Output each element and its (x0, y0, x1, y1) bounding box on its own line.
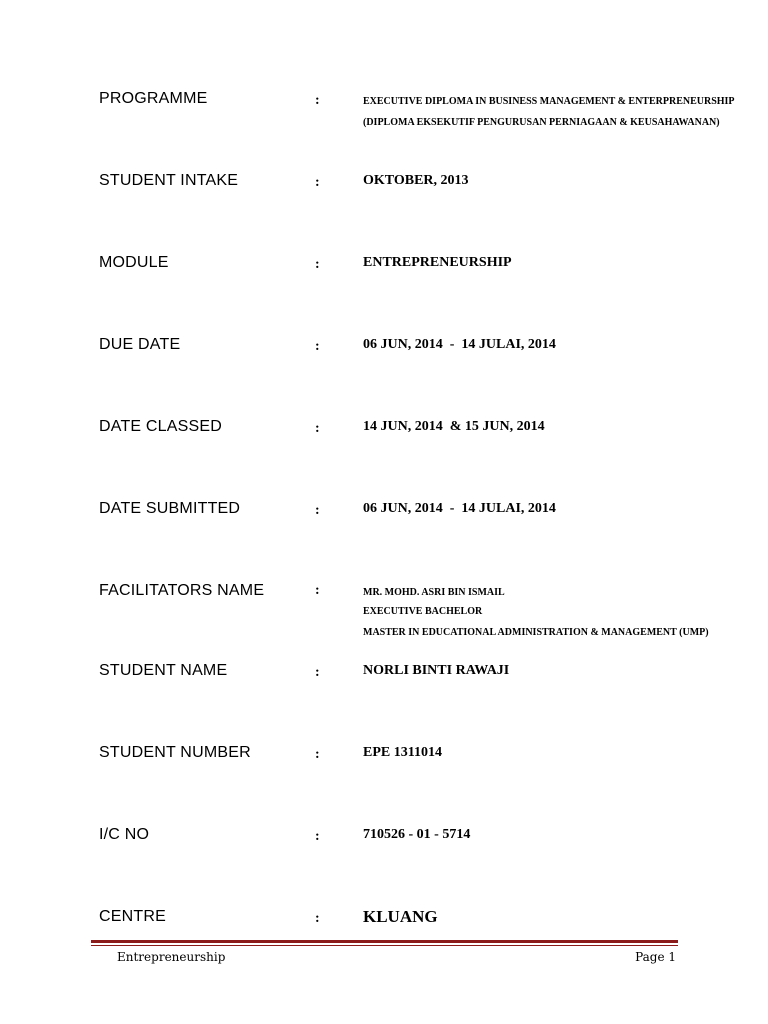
field-value-line: MASTER IN EDUCATIONAL ADMINISTRATION & MANAGEMENT (UMP) (363, 627, 709, 638)
field-colon: : (315, 911, 320, 926)
footer-rule-thick (91, 940, 678, 943)
field-value-line: EXECUTIVE DIPLOMA IN BUSINESS MANAGEMENT & ENTERPRENEURSHIP (363, 96, 735, 107)
field-label: CENTRE (99, 908, 166, 925)
field-label: MODULE (99, 254, 169, 271)
field-label: DUE DATE (99, 336, 181, 353)
field-label: I/C NO (99, 826, 150, 843)
field-label: FACILITATORS NAME (99, 582, 265, 599)
field-value: NORLI BINTI RAWAJI (363, 663, 510, 678)
field-value: 14 JUN, 2014 & 15 JUN, 2014 (363, 419, 545, 434)
field-label: STUDENT NAME (99, 662, 228, 679)
field-colon: : (315, 829, 320, 844)
field-value: 710526 - 01 - 5714 (363, 827, 471, 842)
field-colon: : (315, 93, 320, 108)
field-colon: : (315, 583, 320, 598)
field-colon: : (315, 503, 320, 518)
field-value: 06 JUN, 2014 - 14 JULAI, 2014 (363, 337, 556, 352)
field-label: DATE SUBMITTED (99, 500, 241, 517)
field-colon: : (315, 747, 320, 762)
footer-rule-thin (91, 945, 678, 946)
field-label: PROGRAMME (99, 90, 208, 107)
field-value-line: MR. MOHD. ASRI BIN ISMAIL (363, 587, 505, 598)
field-value: 06 JUN, 2014 - 14 JULAI, 2014 (363, 501, 556, 516)
field-colon: : (315, 175, 320, 190)
field-value: ENTREPRENEURSHIP (363, 255, 512, 270)
field-colon: : (315, 665, 320, 680)
footer-page-number: Page 1 (635, 950, 676, 964)
field-value-line: (DIPLOMA EKSEKUTIF PENGURUSAN PERNIAGAAN & KEUSAHAWANAN) (363, 117, 720, 128)
field-value-line: EXECUTIVE BACHELOR (363, 606, 483, 617)
field-value: OKTOBER, 2013 (363, 173, 469, 188)
field-value: KLUANG (363, 907, 438, 926)
field-colon: : (315, 421, 320, 436)
field-label: DATE CLASSED (99, 418, 223, 435)
field-colon: : (315, 257, 320, 272)
footer-document-title: Entrepreneurship (117, 950, 226, 964)
field-label: STUDENT INTAKE (99, 172, 239, 189)
field-colon: : (315, 339, 320, 354)
field-label: STUDENT NUMBER (99, 744, 251, 761)
field-value: EPE 1311014 (363, 745, 442, 760)
